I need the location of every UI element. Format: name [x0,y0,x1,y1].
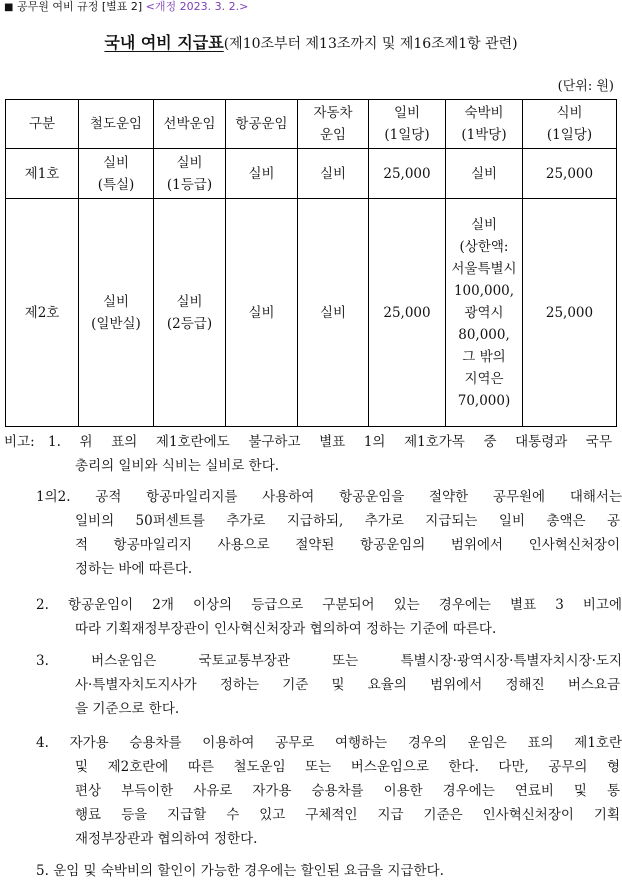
cell-line: 100,000, [453,282,515,299]
revision-date: <개정 2023. 3. 2.> [145,0,249,13]
note-line: 5. 운임 및 숙박비의 할인이 가능한 경우에는 할인된 요금을 지급한다. [36,863,444,879]
cell-line: (1등급) [166,176,213,193]
cell-line: 운임 [319,127,347,143]
note-line: 3. 버스운임은 국토교통부장관 또는 특별시장·광역시장·특별자치시장·도지 [36,653,622,669]
table-cell [523,199,617,427]
note-line: 따라 기획재정부장관이 인사혁신처장과 협의하여 정하는 기준에 따른다. [75,621,497,637]
table-cell [446,199,523,427]
table-cell [369,149,446,199]
note-line: 행료 등을 지급할 수 있고 구체적인 지급 기준은 인사혁신처장이 기획 [75,807,620,823]
note-line: 총리의 일비와 식비는 실비로 한다. [75,458,280,474]
header-cell [369,100,446,149]
cell-line: 자동차 [313,105,353,121]
regulation-header [4,0,248,15]
cell-line: 구분 [28,116,56,132]
cell-line: 제1호 [24,165,60,182]
cell-line: 80,000, [458,326,510,343]
header-cell [79,100,154,149]
note-number: 5. [36,863,49,879]
table-cell [79,199,154,427]
cell-line: 실비 [319,165,347,182]
note-line: 2. 항공운임이 2개 이상의 등급으로 구분되어 있는 경우에는 별표 3 비고에 [36,597,622,613]
travel-expense-table [5,99,617,427]
cell-line: 제2호 [24,304,60,321]
table-cell [446,149,523,199]
header-cell [446,100,523,149]
note-line: 1의2. 공적 항공마일리지를 사용하여 항공운임을 절약한 공무원에 대해서는 [36,489,622,505]
cell-line: 실비 [470,165,498,182]
note-line: 정하는 바에 따른다. [75,561,193,577]
cell-line: 실비 [176,154,203,171]
note-number: 2. [36,597,49,613]
note-number: 1의2. [36,489,71,505]
cell-line: 선박운임 [163,116,216,132]
table-cell [226,199,298,427]
cell-line: 25,000 [383,304,431,321]
note-line: 4. 자가용 승용차를 이용하여 공무로 여행하는 경우의 운임은 표의 제1호란 [36,735,622,751]
note-number: 4. [36,735,49,751]
page-title [0,33,622,54]
cell-line: (상한액: [459,238,509,255]
cell-line: 25,000 [545,165,594,182]
cell-line: 서울특별시 [451,260,517,277]
note-line: 을 기준으로 한다. [75,701,180,717]
note-line: 재정부장관과 협의하여 정한다. [75,831,258,847]
table-cell [6,149,79,199]
cell-line: (특실) [97,176,135,193]
table-cell [523,149,617,199]
header-cell [226,100,298,149]
cell-line: 70,000) [457,392,511,409]
cell-line: 숙박비 [464,105,504,121]
header-cell [154,100,226,149]
header-cell [6,100,79,149]
cell-line: (1박당) [461,127,507,143]
cell-line: 실비 [248,165,275,182]
square-bullet-icon: ■ [4,2,14,13]
cell-line: 항공운임 [235,116,288,132]
title-sub: (제10조부터 제13조까지 및 제16조제1항 관련) [223,36,518,52]
cell-line: 광역시 [464,304,504,321]
cell-line: 실비 [176,293,203,310]
note-number: 1. [48,434,61,450]
note-line: 및 제2호란에 따른 철도운임 또는 버스운임으로 한다. 다만, 공무의 형 [75,759,620,775]
cell-line: 25,000 [545,304,594,321]
cell-line: 실비 [102,154,130,171]
unit-label: (단위: 원) [557,79,614,94]
cell-line: 그 밖의 [462,348,506,365]
cell-line: (2등급) [166,315,213,332]
note-line: 사·특별자치도지사가 정하는 기준 및 요율의 범위에서 정해진 버스요금 [75,677,620,693]
table-cell [154,149,226,199]
regulation-name: 공무원 여비 규정 [별표 2] [16,0,143,13]
table-row [6,199,617,427]
note-line: 일비의 50퍼센트를 추가로 지급하되, 추가로 지급되는 일비 총액은 공 [75,513,620,529]
cell-line: 25,000 [383,165,431,182]
cell-line: 실비 [102,293,130,310]
table-cell [6,199,79,427]
table-cell [79,149,154,199]
cell-line: 철도운임 [89,116,143,132]
note-number: 3. [36,653,49,669]
table-row [6,149,617,199]
header-cell [523,100,617,149]
note-line: 편상 부득이한 사유로 자가용 승용차를 이용한 경우에는 연료비 및 통 [75,783,620,799]
note-line: 1. 위 표의 제1호란에도 불구하고 별표 1의 제1호가목 중 대통령과 국무 [48,434,612,450]
cell-line: 실비 [470,216,498,233]
note-line: 적 항공마일리지 사용으로 절약된 항공운임의 범위에서 인사혁신처장이 [75,537,620,553]
table-cell [154,199,226,427]
cell-line: (1일당) [546,127,593,143]
table-header-row [6,100,617,149]
cell-line: (일반실) [91,315,141,332]
cell-line: 일비 [393,105,421,121]
table-cell [298,199,369,427]
table-cell [298,149,369,199]
cell-line: (1일당) [384,127,430,143]
cell-line: 실비 [319,304,347,321]
cell-line: 식비 [556,105,583,121]
table-cell [226,149,298,199]
cell-line: 실비 [248,304,275,321]
table-cell [369,199,446,427]
title-main: 국내 여비 지급표 [104,33,224,52]
remarks-prefix: 비고: [4,434,35,450]
cell-line: 지역은 [464,370,504,387]
header-cell [298,100,369,149]
